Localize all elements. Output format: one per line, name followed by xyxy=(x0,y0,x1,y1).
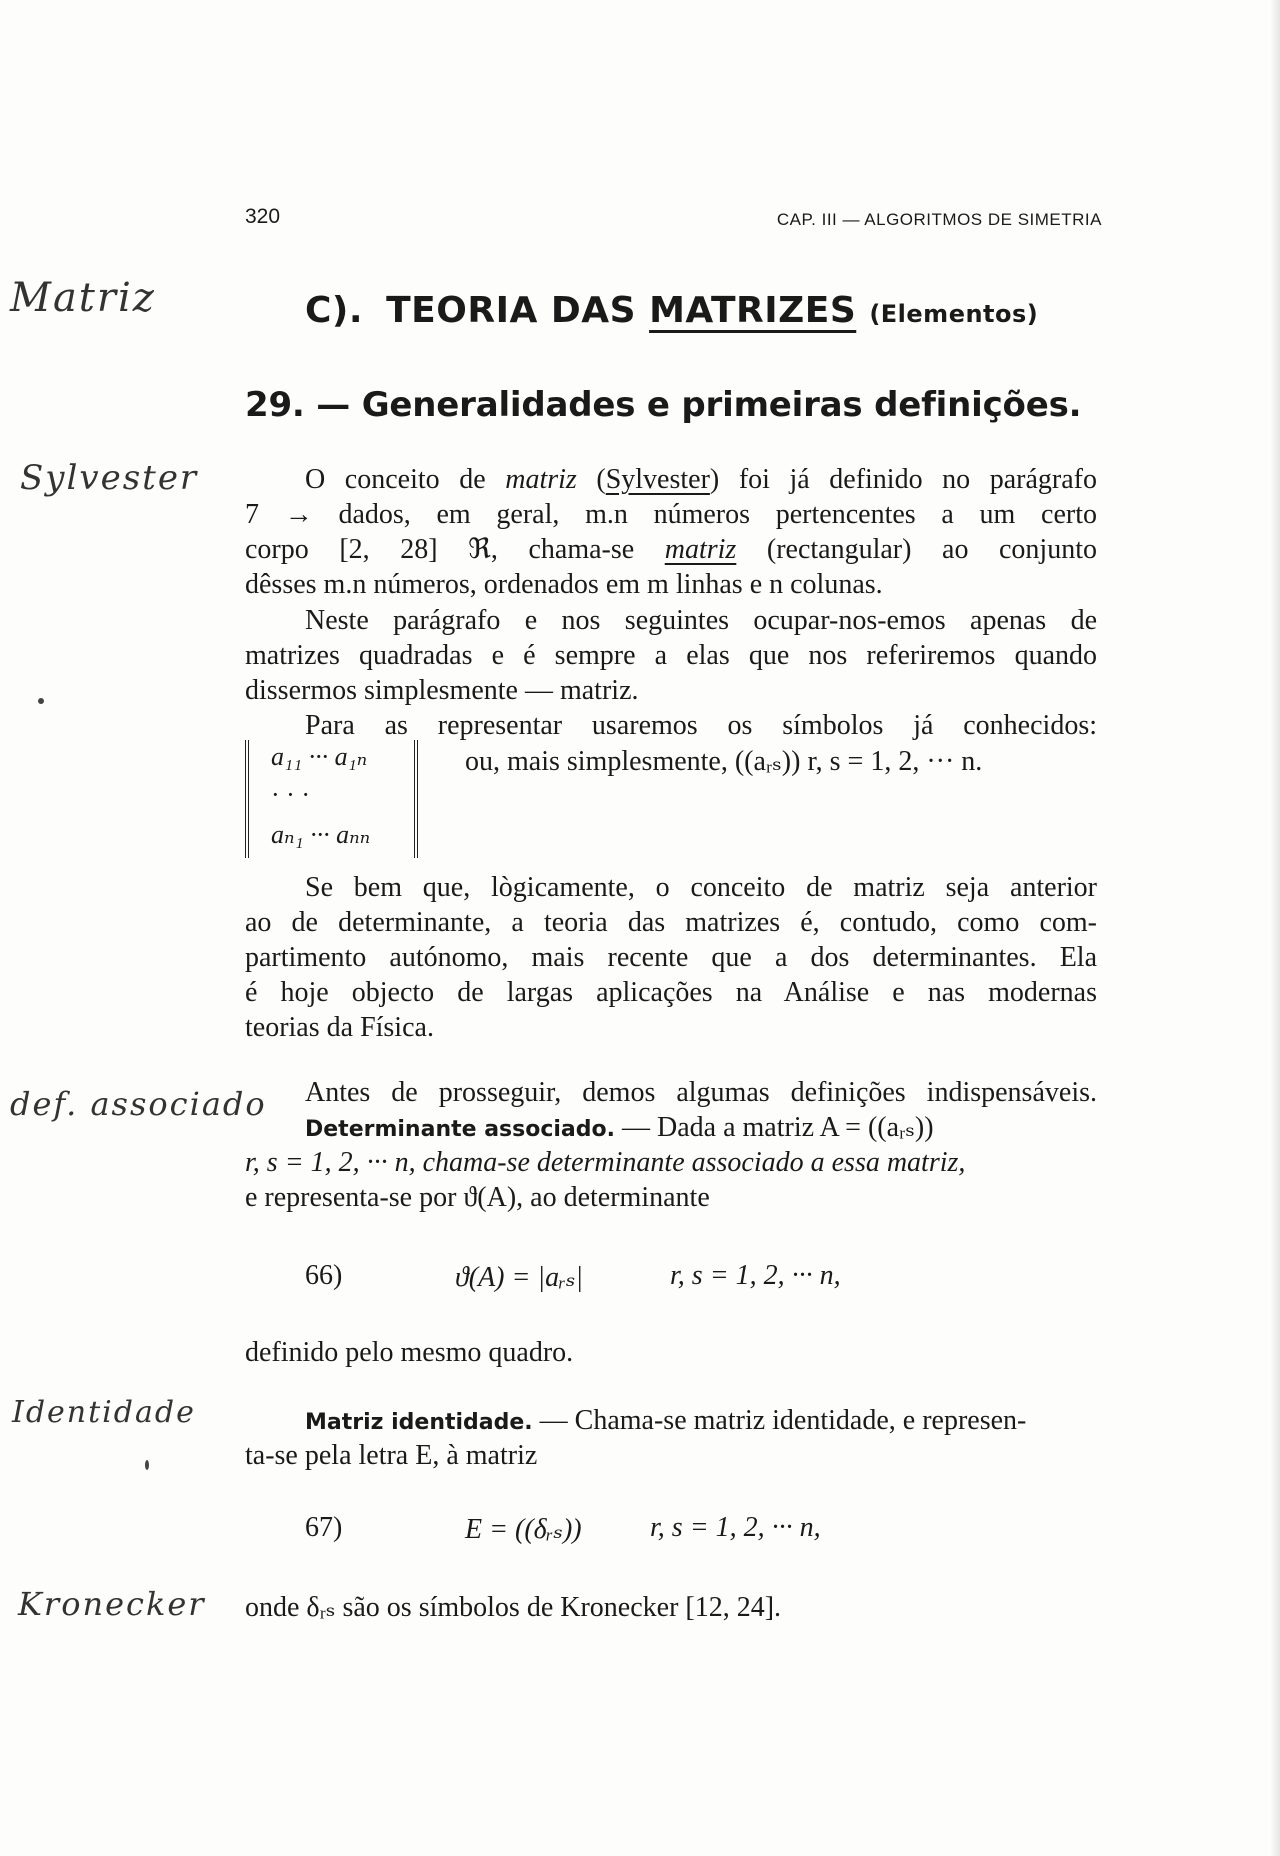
matrix-row: a₁₁ ··· a₁ₙ xyxy=(271,742,368,771)
text-line: partimento autónomo, mais recente que a dos determinantes. Ela xyxy=(245,942,1097,973)
definition-line: Matriz identidade. — Chama-se matriz identidade, e represen- xyxy=(305,1405,1027,1436)
equation-range: r, s = 1, 2, ··· n, xyxy=(650,1512,821,1543)
text-line: Neste parágrafo e nos seguintes ocupar-nos-emos apenas de xyxy=(305,605,1097,636)
definition-label: Determinante associado. xyxy=(305,1117,615,1142)
stray-mark xyxy=(38,698,44,704)
definition-label: Matriz identidade. xyxy=(305,1410,533,1435)
page-number: 320 xyxy=(245,205,281,228)
section-title xyxy=(305,290,1038,331)
margin-note-identidade: Identidade xyxy=(12,1395,196,1430)
text-line: Antes de prosseguir, demos algumas definições indispensáveis. xyxy=(305,1077,1097,1108)
paragraph-title: 29. — Generalidades e primeiras definições. xyxy=(245,385,1082,425)
equation-number: 66) xyxy=(305,1260,343,1291)
definition-line: Determinante associado. — Dada a matriz A = ((aᵣₛ)) xyxy=(305,1112,934,1143)
text-line: dêsses m.n números, ordenados em m linhas e n colunas. xyxy=(245,569,883,600)
text-line: Se bem que, lògicamente, o conceito de matriz seja anterior xyxy=(305,872,1097,903)
equation-expression: E = ((δᵣₛ)) xyxy=(465,1514,582,1545)
equation-expression: ϑ(A) = |aᵣₛ| xyxy=(455,1262,584,1293)
margin-note-matriz: Matriz xyxy=(10,275,156,321)
equation-number: 67) xyxy=(305,1512,343,1543)
text-line: onde δᵣₛ são os símbolos de Kronecker [12, 24]. xyxy=(245,1592,782,1623)
margin-note-sylvester: Sylvester xyxy=(20,458,199,498)
matrix-row: aₙ₁ ··· aₙₙ xyxy=(271,820,371,849)
matrix-row: · · · xyxy=(271,780,310,809)
margin-note-def-associado: def. associado xyxy=(10,1085,267,1123)
section-title-c: (Elementos) xyxy=(869,300,1039,328)
text-line: dissermos simplesmente — matriz. xyxy=(245,675,639,706)
matrix-display xyxy=(245,740,418,858)
stray-mark xyxy=(145,1460,149,1470)
text-line: é hoje objecto de largas aplicações na Análise e nas modernas xyxy=(245,977,1097,1008)
text-line: O conceito de matriz (Sylvester) foi já definido no parágrafo xyxy=(305,464,1097,495)
page-edge-shadow xyxy=(1270,0,1280,1856)
section-title-a: TEORIA DAS xyxy=(386,290,650,331)
text-line: ta-se pela letra E, à matriz xyxy=(245,1440,538,1471)
margin-note-kronecker: Kronecker xyxy=(18,1585,206,1623)
text-line: 7 → dados, em geral, m.n números pertencentes a um certo xyxy=(245,499,1097,530)
text-line: r, s = 1, 2, ··· n, chama-se determinante associado a essa matriz, xyxy=(245,1147,966,1178)
text-line: Para as representar usaremos os símbolos já conhecidos: xyxy=(305,710,1097,741)
section-title-b: MATRIZES xyxy=(649,290,857,331)
text-line: e representa-se por ϑ(A), ao determinante xyxy=(245,1182,710,1213)
text-line: ao de determinante, a teoria das matrizes é, contudo, como com- xyxy=(245,907,1097,938)
chapter-heading: CAP. III — ALGORITMOS DE SIMETRIA xyxy=(776,210,1102,229)
text-line: matrizes quadradas e é sempre a elas que nos referiremos quando xyxy=(245,640,1097,671)
text-line: teorias da Física. xyxy=(245,1012,434,1043)
text-line: definido pelo mesmo quadro. xyxy=(245,1337,574,1368)
equation-range: r, s = 1, 2, ··· n, xyxy=(670,1260,841,1291)
text-line: corpo [2, 28] ℜ, chama-se matriz (rectangular) ao conjunto xyxy=(245,534,1097,565)
section-prefix: C). xyxy=(305,290,364,331)
matrix-alt-notation: ou, mais simplesmente, ((aᵣₛ)) r, s = 1, 2, ··· n. xyxy=(465,746,983,777)
